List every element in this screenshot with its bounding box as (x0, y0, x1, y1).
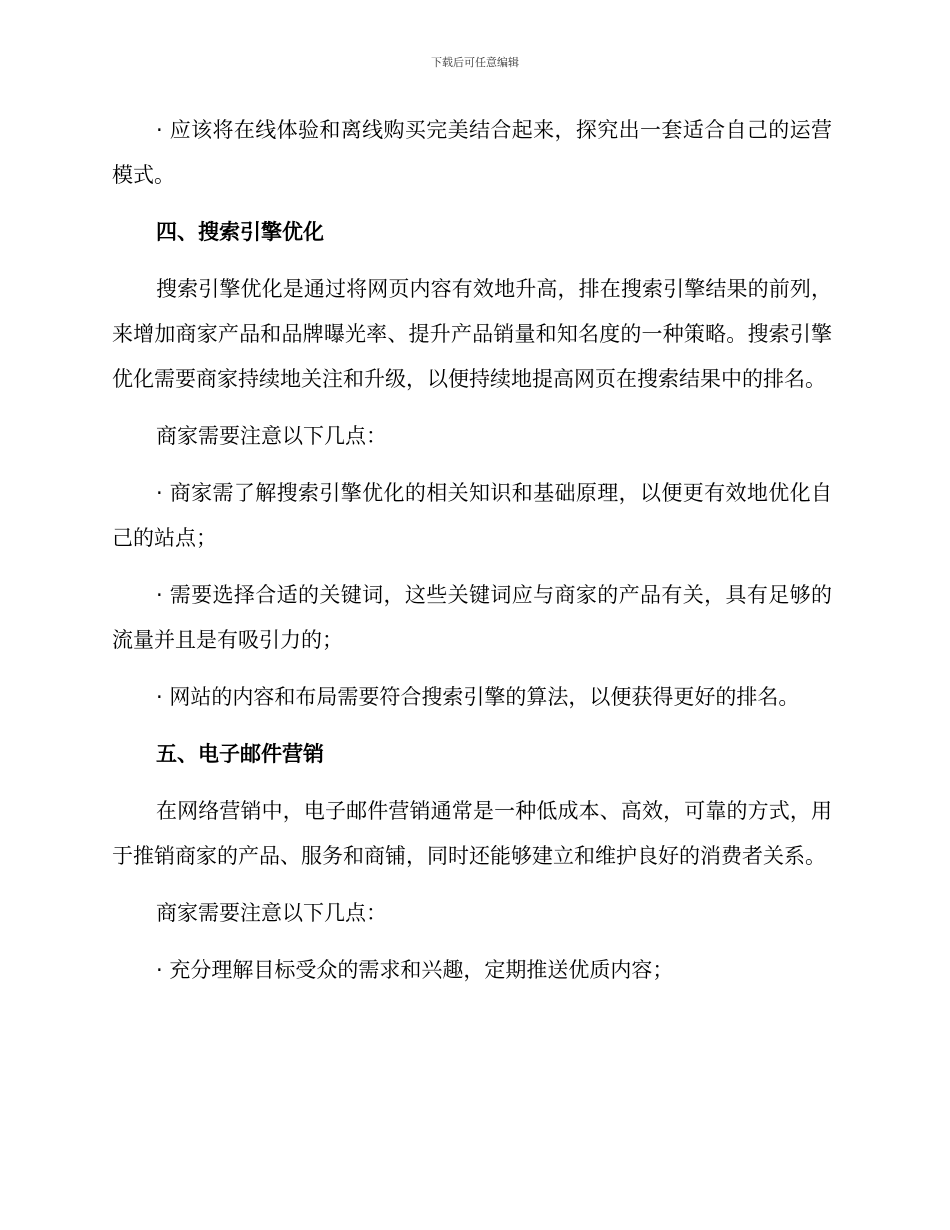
seo-bullet-keywords: · 需要选择合适的关键词，这些关键词应与商家的产品有关，具有足够的流量并且是有吸引力的； (112, 583, 832, 652)
seo-notes-intro: 商家需要注意以下几点： (156, 424, 387, 448)
email-notes-intro: 商家需要注意以下几点： (156, 901, 387, 925)
section-heading-seo: 四、搜索引擎优化 (156, 220, 324, 244)
section-heading-email-marketing: 五、电子邮件营销 (156, 742, 324, 766)
email-bullet-audience: · 充分理解目标受众的需求和兴趣，定期推送优质内容； (156, 958, 674, 982)
email-marketing-description-paragraph: 在网络营销中，电子邮件营销通常是一种低成本、高效，可靠的方式，用于推销商家的产品、服务和商铺，同时还能够建立和维护良好的消费者关系。 (112, 799, 832, 868)
document-body (112, 108, 832, 1005)
seo-bullet-layout: · 网站的内容和布局需要符合搜索引擎的算法，以便获得更好的排名。 (156, 685, 800, 709)
seo-description-paragraph: 搜索引擎优化是通过将网页内容有效地升高，排在搜索引擎结果的前列，来增加商家产品和品牌曝光率、提升产品销量和知名度的一种策略。搜索引擎优化需要商家持续地关注和升级，以便持续地提高网页在搜索结果中的排名。 (112, 277, 832, 391)
page-header: 下载后可任意编辑 (431, 56, 519, 69)
bullet-paragraph-online-offline: · 应该将在线体验和离线购买完美结合起来，探究出一套适合自己的运营模式。 (112, 118, 832, 187)
seo-bullet-knowledge: · 商家需了解搜索引擎优化的相关知识和基础原理，以便更有效地优化自己的站点； (112, 481, 832, 550)
